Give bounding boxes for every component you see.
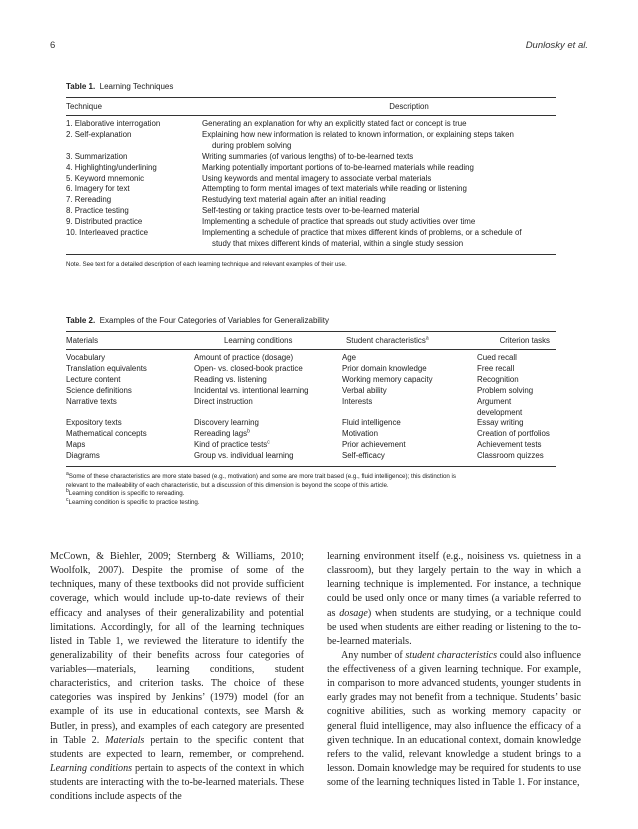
footnote-mark: c <box>267 439 270 446</box>
conditions-text: Kind of practice tests <box>194 440 268 450</box>
footnote-text: Learning condition is specific to rereading. <box>68 490 185 498</box>
conditions-cell <box>194 386 342 397</box>
conditions-text: Amount of practice (dosage) <box>194 353 294 362</box>
description-cell: Generating an explanation for why an explicitly stated fact or concept is true <box>202 119 467 128</box>
criterion-cell: Essay writing <box>477 418 524 428</box>
conditions-text: Direct instruction <box>194 396 253 406</box>
students-cell: Prior domain knowledge <box>342 363 427 373</box>
table-row <box>66 130 556 141</box>
table-row <box>66 119 556 130</box>
header-criterion-tasks: Criterion tasks <box>499 336 550 345</box>
header-description: Description <box>389 102 429 111</box>
table-1-note: Note. See text for a detailed description of each learning technique and relevant examples of their use. <box>66 260 347 268</box>
conditions-text: Discovery learning <box>194 418 259 428</box>
paragraph: Any number of student characteristics could also influence the effectiveness of a given learning technique. For example, in comparison to more advanced students, younger students in early grades may not benefit from a technique. Students’ basic cognitive abilities, such as working memory capacity or general fluid intelligence, may also influence the efficacy of a given technique. In an educational context, domain knowledge refers to the valid, relevant knowledge a student brings to a lesson. Domain knowledge may be required for students to use some of the learning techniques listed in Table 1. For instance, <box>327 649 582 788</box>
footnote-text: Learning condition is specific to practice testing. <box>68 498 200 506</box>
materials-cell: Translation equivalents <box>66 363 147 373</box>
table-footnote <box>66 473 556 482</box>
footnote-text: relevant to the malleability of each characteristic, but a discussion of this dimension is beyond the scope of this article. <box>66 481 389 489</box>
page-number: 6 <box>50 40 56 51</box>
table-row <box>66 440 556 451</box>
description-cell: Restudying text material again after an initial reading <box>202 195 386 205</box>
table-footnote <box>66 482 556 491</box>
criterion-cell: Classroom quizzes <box>477 451 544 461</box>
description-cell: Marking potentially important portions of to-be-learned materials while reading <box>202 162 474 172</box>
page-header <box>50 40 588 54</box>
students-cell: Motivation <box>342 429 378 439</box>
technique-cell: 9. Distributed practice <box>66 217 143 227</box>
body-column-left <box>50 550 304 804</box>
table-row <box>66 184 556 195</box>
materials-cell: Expository texts <box>66 418 122 428</box>
technique-cell: 3. Summarization <box>66 151 128 161</box>
materials-cell: Diagrams <box>66 451 100 461</box>
table-2 <box>66 316 556 507</box>
table-2-notes <box>66 473 556 507</box>
students-cell: Verbal ability <box>342 385 387 395</box>
materials-cell: Science definitions <box>66 385 132 395</box>
conditions-cell <box>194 397 342 419</box>
criterion-cell: Cued recall <box>477 353 517 362</box>
table-1-title: Learning Techniques <box>99 82 174 91</box>
materials-cell: Lecture content <box>66 374 121 384</box>
body-column-right <box>327 550 581 790</box>
table-row <box>66 364 556 375</box>
conditions-text: Open- vs. closed-book practice <box>194 363 303 373</box>
description-cell: Writing summaries (of various lengths) of to-be-learned texts <box>202 151 414 161</box>
technique-cell: 5. Keyword mnemonic <box>66 173 145 183</box>
technique-cell <box>66 141 202 152</box>
students-cell: Interests <box>342 396 373 406</box>
description-cell: Implementing a schedule of practice that spreads out study activities over time <box>202 217 476 227</box>
table-footnote <box>66 496 556 508</box>
table-1-label: Table 1. <box>66 82 96 91</box>
students-cell: Working memory capacity <box>342 374 433 384</box>
conditions-text: Incidental vs. intentional learning <box>194 385 309 395</box>
table-row <box>66 152 556 163</box>
criterion-cell: Creation of portfolios <box>477 429 550 439</box>
table-2-header <box>66 332 556 350</box>
paragraph: McCown, & Biehler, 2009; Sternberg & Williams, 2010; Woolfolk, 2007). Despite the promise of some of the techniques, many of these textbooks did not provide sufficient coverage, which would include up-to-date reviews of their efficacy and analyses of their generalizability and potential limitations. Accordingly, for all of the learning techniques listed in Table 1, we reviewed the literature to identify the generalizability of their benefits across four categories of variables—materials, learning conditions, student characteristics, and criterion tasks. The choice of these categories was inspired by Jenkins’ (1979) model (for an example of its use in educational contexts, see Marsh & Butler, in press), and examples of each category are presented in Table 2. Materials pertain to the specific content that students are expected to learn, remember, or comprehend. Learning conditions pertain to aspects of the context in which students are interacting with the to-be-learned materials. These conditions include aspects of the <box>50 551 304 803</box>
conditions-cell <box>194 353 342 364</box>
paragraph: learning environment itself (e.g., noisiness vs. quietness in a classroom), but they largely pertain to the way in which a learning technique is implemented. For instance, a technique could be used only once or many times (a variable referred to as dosage) when students are studying, or a technique could be used when students are either reading or listening to the to-be-learned materials. <box>327 551 581 647</box>
conditions-cell <box>194 375 342 386</box>
materials-cell: Mathematical concepts <box>66 429 147 439</box>
conditions-cell <box>194 418 342 429</box>
table-row <box>66 451 556 462</box>
table-row <box>66 206 556 217</box>
footnote-text: Some of these characteristics are more state based (e.g., motivation) and some are more trait based (e.g., fluid intelligence); this distinction is <box>68 473 457 481</box>
description-cell: Implementing a schedule of practice that mixes different kinds of problems, or a schedule of <box>202 228 522 238</box>
table-2-title: Examples of the Four Categories of Variables for Generalizability <box>99 316 329 325</box>
table-row <box>66 386 556 397</box>
footnote-mark: b <box>66 488 69 495</box>
technique-cell: 10. Interleaved practice <box>66 228 149 238</box>
technique-cell: 2. Self-explanation <box>66 129 132 139</box>
technique-cell: 4. Highlighting/underlining <box>66 162 157 172</box>
materials-cell: Vocabulary <box>66 353 106 362</box>
technique-cell <box>66 239 202 250</box>
students-cell: Age <box>342 353 357 362</box>
table-row <box>66 174 556 185</box>
table-1-body <box>66 116 556 250</box>
table-row <box>66 418 556 429</box>
technique-cell: 1. Elaborative interrogation <box>66 119 161 128</box>
criterion-cell: Problem solving <box>477 385 534 395</box>
conditions-text: Group vs. individual learning <box>194 451 294 461</box>
description-cell: Using keywords and mental imagery to associate verbal materials <box>202 173 432 183</box>
table-2-label: Table 2. <box>66 316 96 325</box>
table-row <box>66 228 556 239</box>
technique-cell: 6. Imagery for text <box>66 184 130 194</box>
table-row <box>66 239 556 250</box>
header-technique: Technique <box>66 102 102 111</box>
table-1-caption <box>66 82 556 91</box>
description-cell: study that mixes different kinds of material, within a single study session <box>212 238 464 248</box>
table-row <box>66 217 556 228</box>
description-cell: during problem solving <box>212 140 292 150</box>
table-row <box>66 353 556 364</box>
table-row <box>66 397 556 419</box>
header-student-characteristics: Student characteristics$^a$ <box>346 335 429 345</box>
table-row <box>66 195 556 206</box>
materials-cell: Narrative texts <box>66 396 117 406</box>
conditions-text: Rereading lags <box>194 429 248 439</box>
technique-cell: 7. Rereading <box>66 195 112 205</box>
table-footnote <box>66 490 556 499</box>
criterion-cell: Free recall <box>477 363 515 373</box>
criterion-cell: Argument development <box>477 396 523 417</box>
students-cell: Prior achievement <box>342 440 406 450</box>
table-2-body <box>66 350 556 462</box>
footnote-mark: a <box>66 471 69 477</box>
description-cell: Explaining how new information is related to known information, or explaining steps taken <box>202 129 514 139</box>
criterion-cell: Achievement tests <box>477 440 542 450</box>
table-2-caption <box>66 316 556 325</box>
conditions-cell <box>194 429 342 440</box>
footnote-mark: b <box>247 428 250 435</box>
conditions-cell <box>194 451 342 462</box>
conditions-text: Reading vs. listening <box>194 374 267 384</box>
materials-cell: Maps <box>66 440 86 450</box>
technique-cell: 8. Practice testing <box>66 206 129 216</box>
table-1 <box>66 82 556 269</box>
table-row <box>66 141 556 152</box>
students-cell: Self-efficacy <box>342 451 385 461</box>
conditions-cell <box>194 440 342 451</box>
header-materials: Materials <box>66 336 99 345</box>
table-row <box>66 429 556 440</box>
footnote-mark: c <box>66 496 69 503</box>
criterion-cell: Recognition <box>477 374 519 384</box>
table-row <box>66 375 556 386</box>
conditions-cell <box>194 364 342 375</box>
running-head: Dunlosky et al. <box>525 40 588 51</box>
table-1-header <box>66 98 556 116</box>
table-row <box>66 163 556 174</box>
description-cell: Self-testing or taking practice tests over to-be-learned material <box>202 206 420 216</box>
description-cell: Attempting to form mental images of text materials while reading or listening <box>202 184 467 194</box>
students-cell: Fluid intelligence <box>342 418 401 428</box>
header-learning-conditions: Learning conditions <box>224 336 293 345</box>
